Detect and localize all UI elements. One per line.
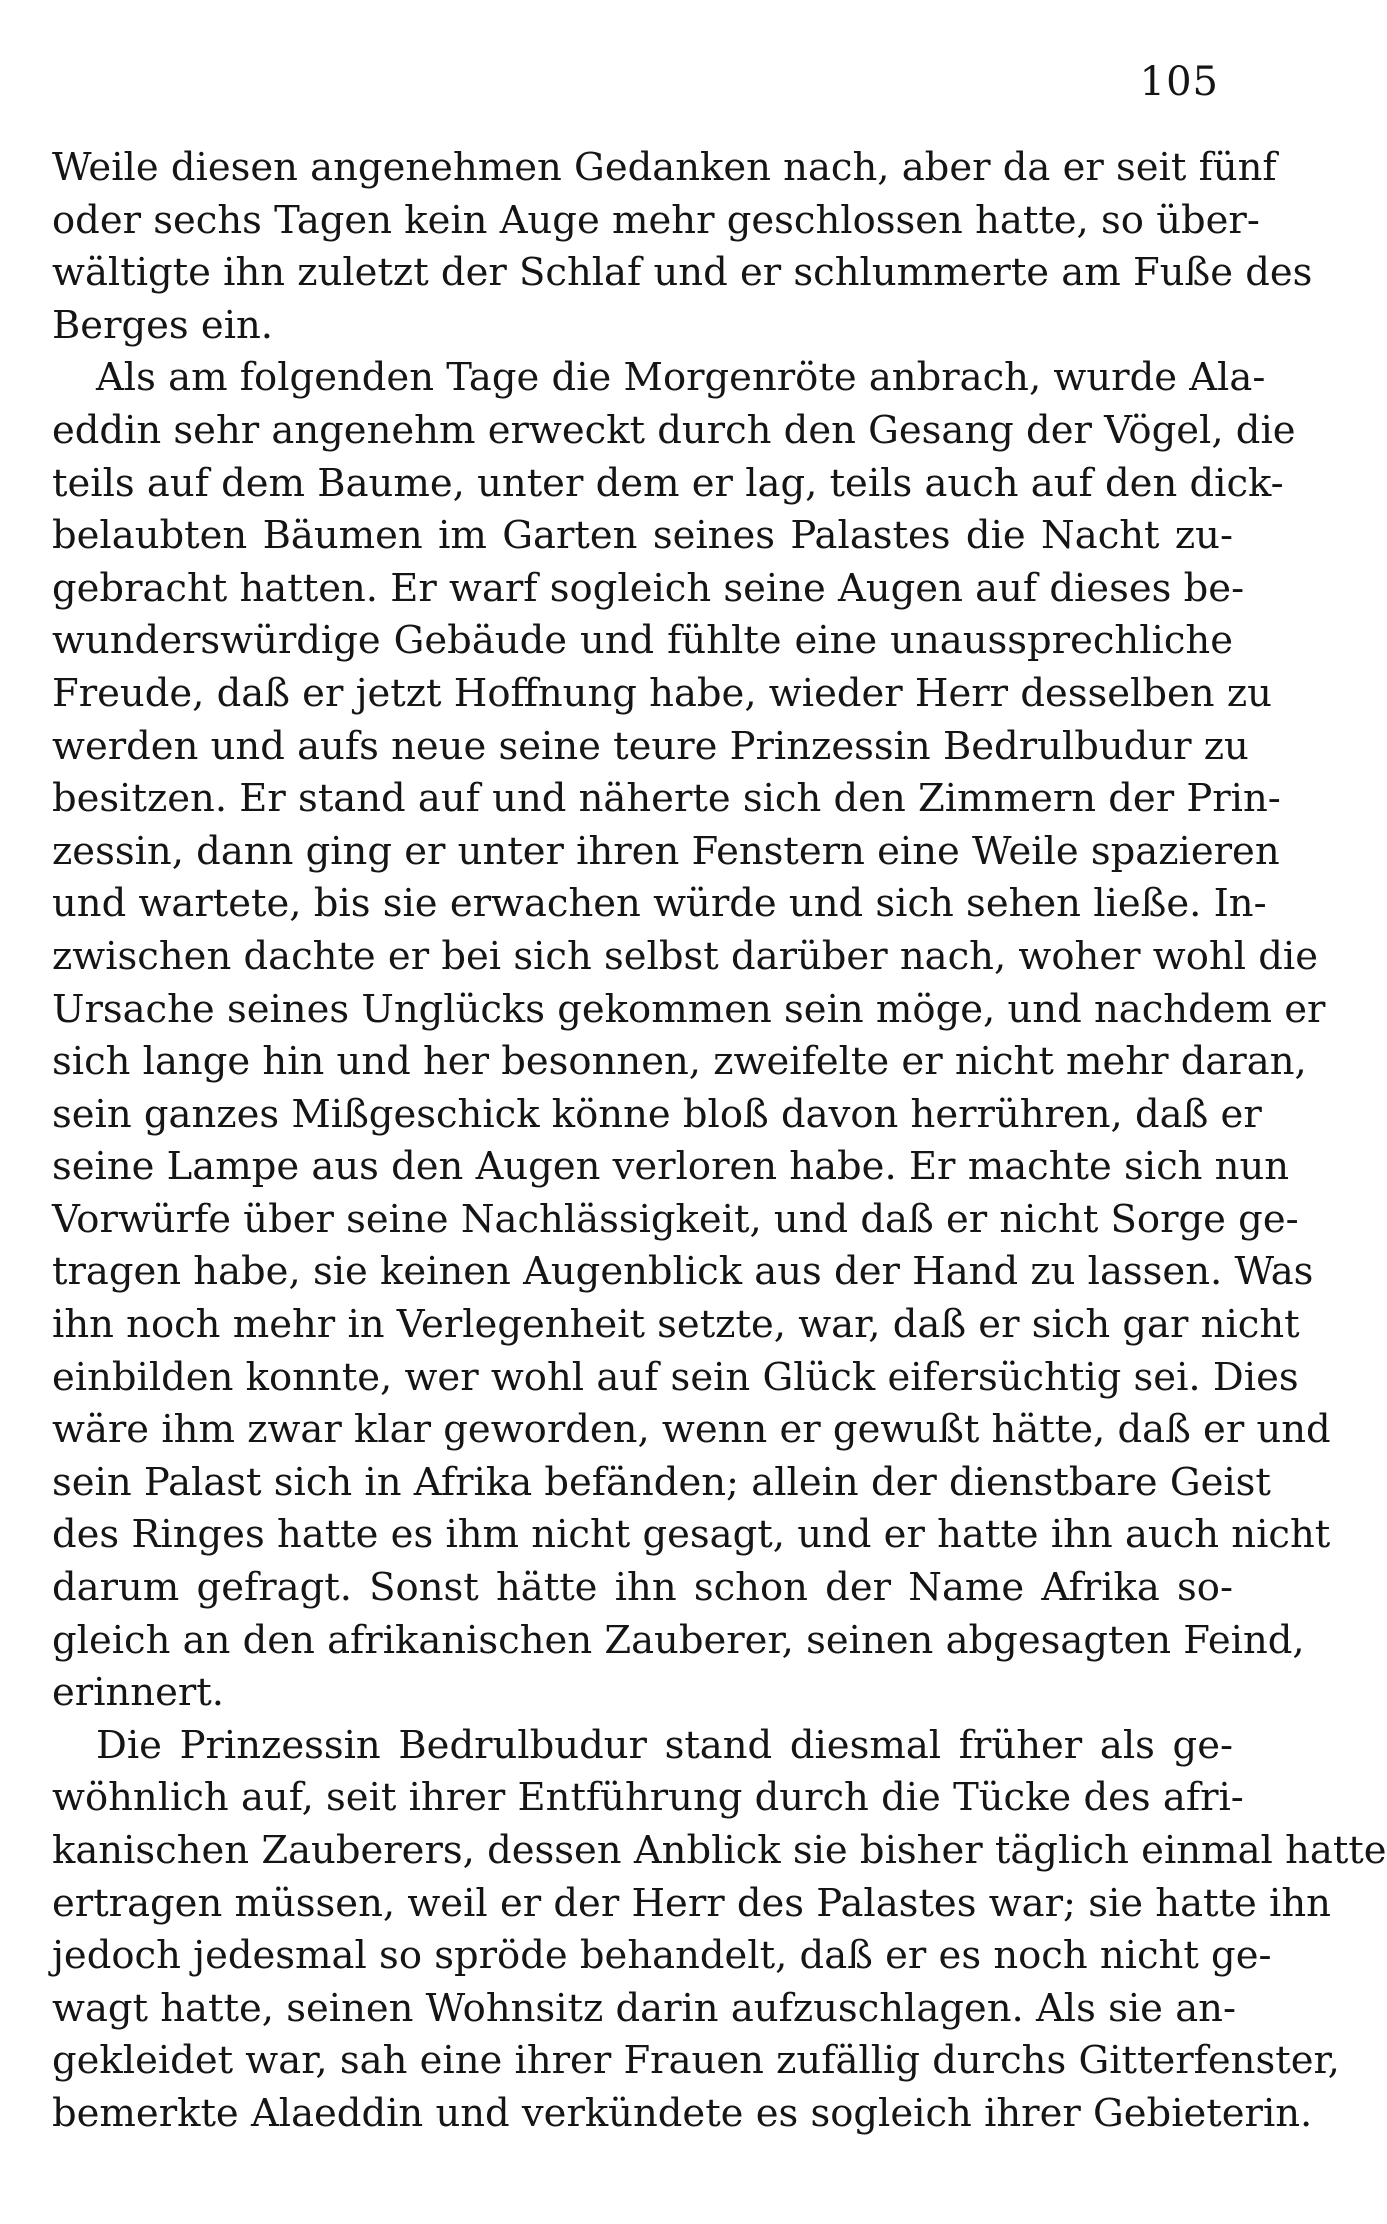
- text-line: seine Lampe aus den Augen verloren habe. Er machte sich nun: [52, 1144, 1290, 1190]
- text-line: kanischen Zauberers, dessen Anblick sie bisher täglich einmal hatte: [52, 1828, 1387, 1873]
- text-line: bemerkte Alaeddin und verkündete es sogleich ihrer Gebieterin.: [52, 2090, 1313, 2136]
- text-line: wältigte ihn zuletzt der Schlaf und er schlummerte am Fuße des: [52, 250, 1313, 296]
- text-line: gebracht hatten. Er warf sogleich seine Augen auf dieses be-: [52, 565, 1245, 611]
- text-line: Ursache seines Unglücks gekommen sein möge, und nachdem er: [52, 986, 1326, 1032]
- text-line: darum gefragt. Sonst hätte ihn schon der Name Afrika so-: [52, 1565, 1233, 1611]
- text-line: wagt hatte, seinen Wohnsitz darin aufzuschlagen. Als sie an-: [52, 1985, 1236, 2031]
- text-line: Vorwürfe über seine Nachlässigkeit, und daß er nicht Sorge ge-: [52, 1196, 1299, 1242]
- text-line: teils auf dem Baume, unter dem er lag, teils auch auf den dick-: [52, 460, 1284, 506]
- text-line: jedoch jedesmal so spröde behandelt, daß er es noch nicht ge-: [52, 1933, 1272, 1979]
- text-line: belaubten Bäumen im Garten seines Palastes die Nacht zu-: [52, 513, 1233, 559]
- page-number: 105: [1139, 59, 1219, 105]
- text-line: tragen habe, sie keinen Augenblick aus der Hand zu lassen. Was: [52, 1249, 1314, 1295]
- text-line: sein Palast sich in Afrika befänden; allein der dienstbare Geist: [52, 1459, 1271, 1505]
- text-line: ertragen müssen, weil er der Herr des Palastes war; sie hatte ihn: [52, 1880, 1331, 1926]
- text-line: Weile diesen angenehmen Gedanken nach, aber da er seit fünf: [52, 145, 1277, 190]
- text-line: erinnert.: [52, 1670, 224, 1716]
- text-line: des Ringes hatte es ihm nicht gesagt, und er hatte ihn auch nicht: [52, 1512, 1331, 1558]
- text-line: und wartete, bis sie erwachen würde und sich sehen ließe. In-: [52, 881, 1267, 927]
- text-line: werden und aufs neue seine teure Prinzessin Bedrulbudur zu: [52, 723, 1249, 769]
- text-line: Freude, daß er jetzt Hoffnung habe, wieder Herr desselben zu: [52, 670, 1272, 716]
- body-text: [52, 142, 1387, 2141]
- text-line: zessin, dann ging er unter ihren Fenstern eine Weile spazieren: [52, 828, 1280, 874]
- text-line: Die Prinzessin Bedrulbudur stand diesmal früher als ge-: [96, 1722, 1233, 1768]
- text-line: gleich an den afrikanischen Zauberer, seinen abgesagten Feind,: [52, 1617, 1305, 1663]
- text-line: einbilden konnte, wer wohl auf sein Glück eifersüchtig sei. Dies: [52, 1354, 1299, 1400]
- text-line: wäre ihm zwar klar geworden, wenn er gewußt hätte, daß er und: [52, 1407, 1331, 1453]
- text-line: wöhnlich auf, seit ihrer Entführung durch die Tücke des afri-: [52, 1775, 1244, 1821]
- text-line: eddin sehr angenehm erweckt durch den Gesang der Vögel, die: [52, 407, 1296, 453]
- text-line: Als am folgenden Tage die Morgenröte anbrach, wurde Ala-: [96, 355, 1266, 401]
- text-line: ihn noch mehr in Verlegenheit setzte, war, daß er sich gar nicht: [52, 1302, 1300, 1348]
- text-line: Berges ein.: [52, 302, 274, 348]
- text-line: sein ganzes Mißgeschick könne bloß davon herrühren, daß er: [52, 1091, 1262, 1137]
- text-line: oder sechs Tagen kein Auge mehr geschlossen hatte, so über-: [52, 197, 1260, 243]
- text-line: wunderswürdige Gebäude und fühlte eine unaussprechliche: [52, 618, 1233, 664]
- text-line: gekleidet war, sah eine ihrer Frauen zufällig durchs Gitterfenster,: [52, 2038, 1340, 2084]
- text-line: sich lange hin und her besonnen, zweifelte er nicht mehr daran,: [52, 1039, 1307, 1085]
- text-line: zwischen dachte er bei sich selbst darüber nach, woher wohl die: [52, 933, 1319, 979]
- text-line: besitzen. Er stand auf und näherte sich den Zimmern der Prin-: [52, 776, 1281, 822]
